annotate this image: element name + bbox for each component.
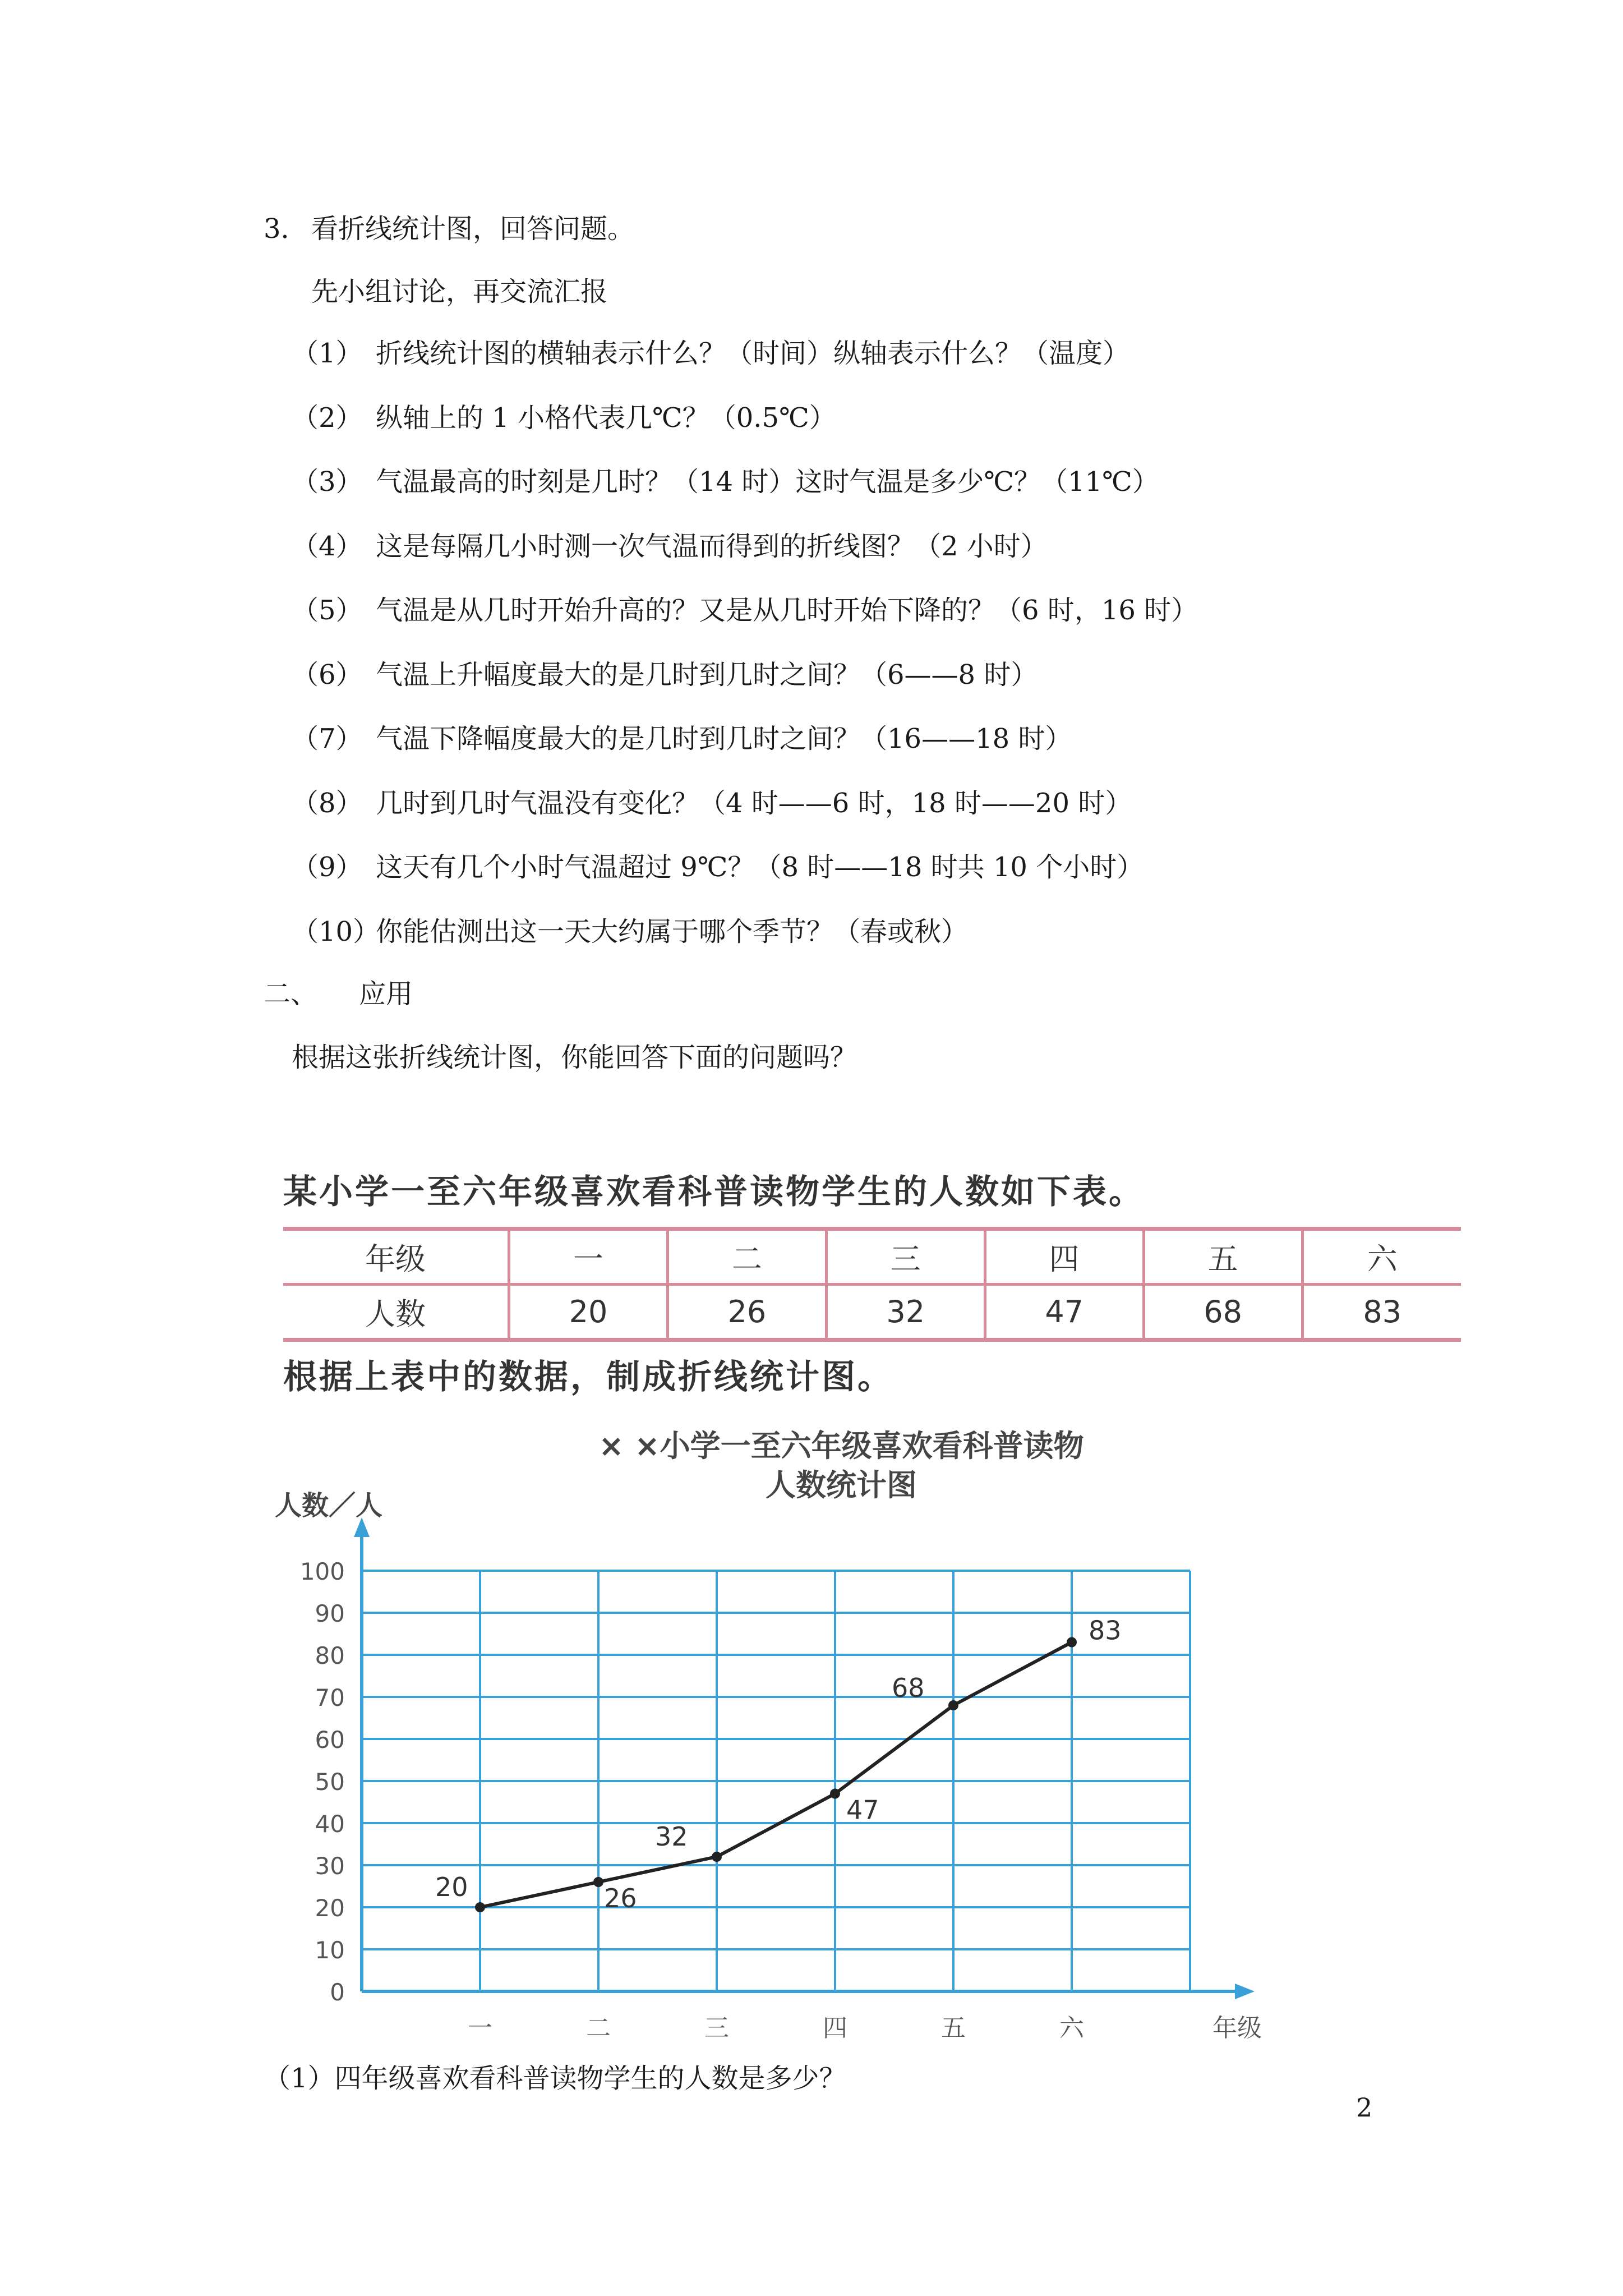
question-item [292, 593, 1198, 627]
section3-heading [264, 212, 634, 246]
question-item [292, 786, 1132, 820]
x-tick-label: 六 [1059, 2014, 1084, 2042]
y-axis-label: 人数／人 [275, 1490, 383, 1521]
data-point [593, 1877, 603, 1887]
question-text: 几时到几时气温没有变化？（4 时——6 时，18 时——20 时） [376, 787, 1132, 819]
y-tick-label: 80 [315, 1642, 345, 1669]
question-text: 气温最高的时刻是几时？（14 时）这时气温是多少℃？（11℃） [376, 466, 1159, 498]
question-number: （8） [292, 787, 363, 819]
question-number: （4） [292, 530, 363, 562]
table-cell: 47 [985, 1285, 1144, 1340]
chart-instruction: 根据上表中的数据，制成折线统计图。 [283, 1358, 893, 1397]
table-cell: 32 [826, 1285, 985, 1340]
data-label: 83 [1089, 1615, 1122, 1646]
x-axis-label: 年级 [1212, 2014, 1262, 2042]
section2-heading [264, 977, 413, 1011]
section2-heading-num: 二、 [264, 978, 318, 1010]
table-row-counts [283, 1285, 1461, 1340]
x-tick-label: 三 [704, 2014, 729, 2042]
y-tick-label: 50 [315, 1768, 345, 1796]
chart-title-line1: × ×小学一至六年级喜欢看科普读物 [598, 1428, 1084, 1464]
section3-heading-num: 3． [264, 213, 308, 245]
y-tick-label: 40 [315, 1810, 345, 1838]
question-item [292, 465, 1159, 499]
table-cell: 六 [1302, 1229, 1461, 1285]
question-after-chart: （1）四年级喜欢看科普读物学生的人数是多少？ [264, 2063, 846, 2094]
data-point [830, 1789, 840, 1799]
table-cell: 20 [509, 1285, 668, 1340]
question-number: （2） [292, 402, 363, 434]
table-cell: 一 [509, 1229, 668, 1285]
section3-intro: 先小组讨论，再交流汇报 [311, 276, 608, 307]
data-label: 26 [604, 1883, 637, 1913]
data-label: 47 [846, 1795, 879, 1825]
question-text: 这天有几个小时气温超过 9℃？（8 时——18 时共 10 个小时） [376, 852, 1144, 883]
question-text: 气温是从几时开始升高的？又是从几时开始下降的？（6 时，16 时） [376, 595, 1198, 626]
section2-heading-text: 应用 [359, 978, 413, 1010]
data-point [948, 1700, 958, 1710]
section2-intro: 根据这张折线统计图，你能回答下面的问题吗？ [292, 1042, 857, 1073]
question-text: 这是每隔几小时测一次气温而得到的折线图？（2 小时） [376, 530, 1048, 562]
question-text: 气温下降幅度最大的是几时到几时之间？（16——18 时） [376, 723, 1072, 754]
table-header-count: 人数 [283, 1285, 509, 1340]
question-number: （3） [292, 466, 363, 498]
question-text: 气温上升幅度最大的是几时到几时之间？（6——8 时） [376, 659, 1038, 691]
x-tick-label: 二 [586, 2014, 611, 2042]
y-tick-label: 70 [315, 1684, 345, 1711]
series-line [480, 1642, 1072, 1908]
line-chart [258, 1481, 1324, 2042]
question-item [292, 337, 1129, 370]
chart-title-line2: 人数统计图 [766, 1467, 917, 1503]
data-label: 32 [655, 1821, 688, 1852]
y-tick-label: 60 [315, 1726, 345, 1754]
y-tick-label: 10 [315, 1936, 345, 1964]
question-item [292, 401, 836, 435]
question-text: 折线统计图的横轴表示什么？（时间）纵轴表示什么？（温度） [376, 338, 1130, 369]
question-text: 纵轴上的 1 小格代表几℃？（0.5℃） [376, 402, 836, 434]
data-label: 20 [435, 1872, 468, 1902]
data-point [712, 1852, 722, 1862]
question-number: （7） [292, 723, 363, 754]
question-number: （10） [292, 915, 380, 947]
data-point [475, 1902, 485, 1912]
table-cell: 四 [985, 1229, 1144, 1285]
question-item [292, 915, 968, 949]
table-cell: 二 [667, 1229, 826, 1285]
table-header-grade: 年级 [283, 1229, 509, 1285]
table-cell: 五 [1144, 1229, 1302, 1285]
y-tick-label: 100 [299, 1558, 345, 1585]
table-cell: 83 [1302, 1285, 1461, 1340]
question-item [292, 722, 1072, 756]
data-point [1067, 1637, 1077, 1648]
x-tick-label: 五 [941, 2014, 966, 2042]
table-row-grades [283, 1229, 1461, 1285]
question-text: 你能估测出这一天大约属于哪个季节？（春或秋） [376, 915, 969, 947]
table-cell: 68 [1144, 1285, 1302, 1340]
table-caption: 某小学一至六年级喜欢看科普读物学生的人数如下表。 [283, 1172, 1145, 1212]
y-tick-label: 0 [330, 1978, 345, 2006]
table-cell: 26 [667, 1285, 826, 1340]
question-item [292, 658, 1038, 692]
data-table [283, 1227, 1461, 1342]
data-label: 68 [892, 1673, 925, 1703]
page-number: 2 [1356, 2092, 1373, 2123]
x-tick-label: 一 [468, 2014, 492, 2042]
question-item [292, 530, 1048, 563]
table-cell: 三 [826, 1229, 985, 1285]
x-tick-label: 四 [823, 2014, 847, 2042]
section3-heading-text: 看折线统计图，回答问题。 [311, 213, 635, 245]
question-number: （6） [292, 659, 363, 691]
y-tick-label: 30 [315, 1852, 345, 1880]
question-number: （1） [292, 338, 363, 369]
y-tick-label: 90 [315, 1600, 345, 1627]
question-item [292, 850, 1144, 884]
question-number: （5） [292, 595, 363, 626]
y-tick-label: 20 [315, 1894, 345, 1922]
x-axis-arrow [1235, 1984, 1255, 1999]
question-number: （9） [292, 852, 363, 883]
